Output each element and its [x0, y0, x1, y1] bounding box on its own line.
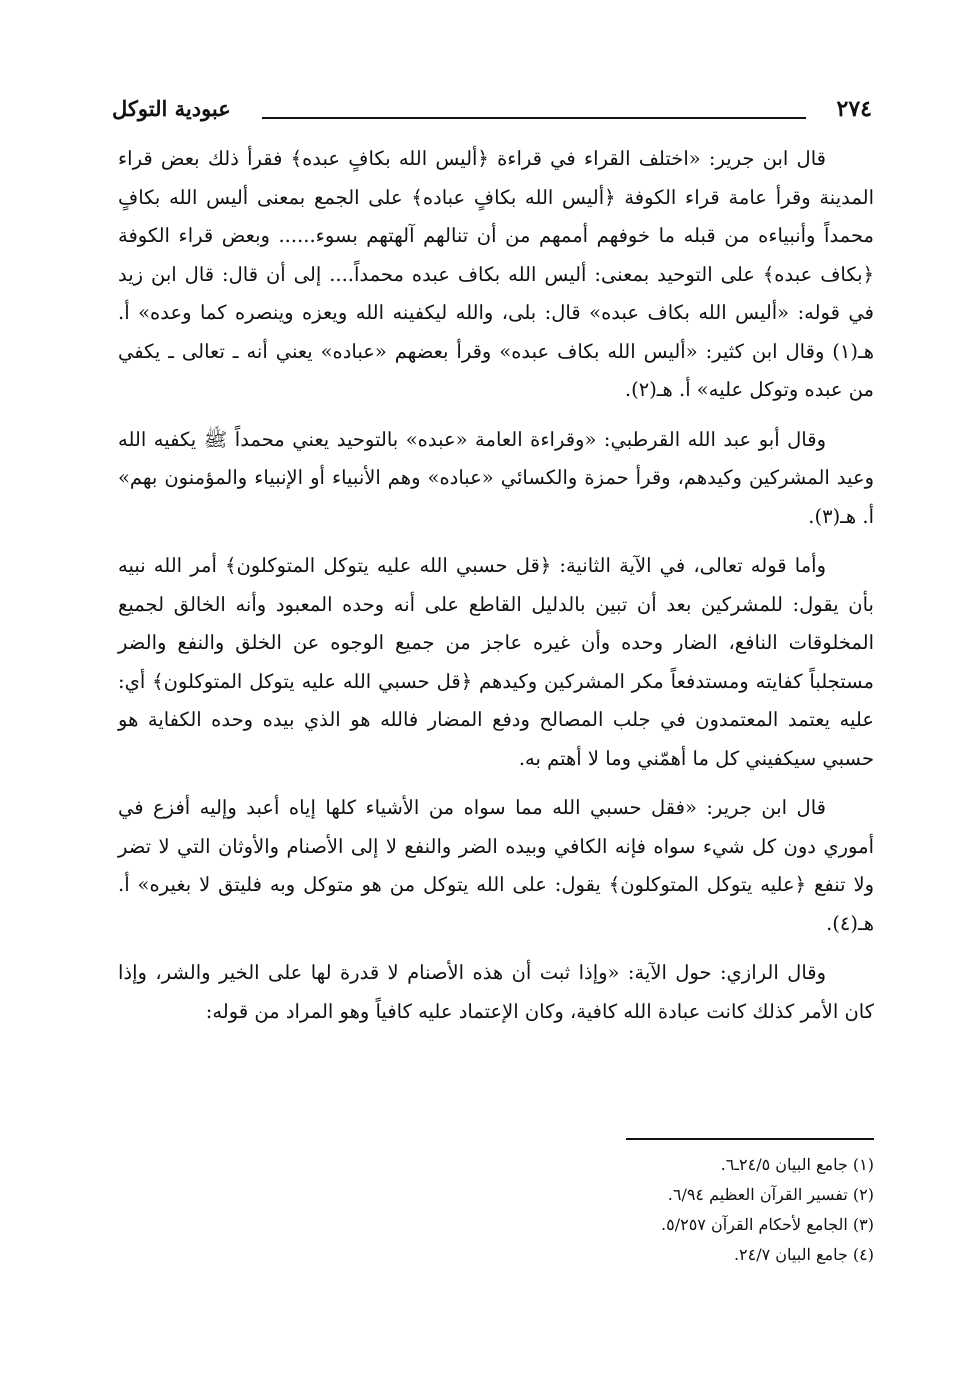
paragraph-ibn-jarir-2: قال ابن جرير: «فقل حسبي الله مما سواه من الأشياء كلها إياه أعبد وإليه أفزع في أموري دون كل شيء سواه فإنه الكافي وبيده الضر والنفع لا إلى الأصنام والأوثان التي لا تضر ولا تنفع ﴿عليه يتوكل المتوكلون﴾ يقول: على الله يتوكل من هو متوكل وبه فليتق لا بغيره» أ. هـ(٤). [118, 796, 874, 935]
footnote-separator [626, 1138, 874, 1140]
paragraph-qurtubi: وقال أبو عبد الله القرطبي: «وقراءة العامة «عبده» بالتوحيد يعني محمداً ﷺ يكفيه الله وعيد المشركين وكيدهم، وقرأ حمزة والكسائي «عباده» وهم الأنبياء أو الإنبياء والمؤمنون بهم» أ. هـ(٣). [118, 427, 874, 528]
paragraph-ibn-jarir-1: قال ابن جرير: «اختلف القراء في قراءة ﴿أليس الله بكافٍ عبده﴾ فقرأ ذلك بعض قراء المدينة وقرأ عامة قراء الكوفة ﴿أليس الله بكافٍ عباده﴾ على الجمع بمعنى أليس الله بكافٍ محمداً وأنبياءه من قبله ما خوفهم أممهم من أن تنالهم آلهتهم بسوء...... وبعض قراء الكوفة ﴿بكاف عبده﴾ على التوحيد بمعنى: أليس الله بكاف عبده محمداً.... إلى أن قال: قال ابن زيد في قوله: «أليس الله بكاف عبده» قال: بلى، والله ليكفينه الله ويعزه وينصره كما وعده» أ. هـ(١) وقال ابن كثير: «أليس الله بكاف عبده» وقرأ بعضهم «عباده» يعني أنه ـ تعالى ـ يكفي من عبده وتوكل عليه» أ. هـ(٢). [118, 147, 874, 401]
main-text [118, 140, 874, 1042]
footnote-3: (٣) الجامع لأحكام القرآن ٥/٢٥٧. [661, 1215, 874, 1234]
header-rule [262, 117, 806, 119]
paragraph-razi: وقال الرازي: حول الآية: «وإذا ثبت أن هذه الأصنام لا قدرة لها على الخير والشر، وإذا كان الأمر كذلك كانت عبادة الله كافية، وكان الإعتماد عليه كافياً وهو المراد من قوله: [118, 961, 874, 1023]
page-number: ٢٧٤ [836, 96, 872, 122]
footnote-2: (٢) تفسير القرآن العظيم ٦/٩٤. [667, 1185, 874, 1204]
running-title: عبودية التوكل [112, 96, 231, 121]
page-header [112, 96, 872, 132]
footnote-4: (٤) جامع البيان ٢٤/٧. [733, 1245, 874, 1264]
paragraph-second-verse: وأما قوله تعالى، في الآية الثانية: ﴿قل حسبي الله عليه يتوكل المتوكلون﴾ أمر الله نبيه بأن يقول: للمشركين بعد أن تبين بالدليل القاطع على أنه وحده المعبود وأنه الخالق لجميع المخلوقات النافع، الضار وحده وأن غيره عاجز من جميع الوجوه عن الخلق والنفع والضر مستجلباً كفايته ومستدفعاً مكر المشركين وكيدهم ﴿قل حسبي الله عليه يتوكل المتوكلون﴾ أي: عليه يعتمد المعتمدون في جلب المصالح ودفع المضار فالله هو الذي بيده وحده الكفاية هو حسبي سيكفيني كل ما أهمّني وما لا أهتم به. [118, 554, 874, 770]
footnotes [374, 1150, 874, 1270]
footnote-1: (١) جامع البيان ٢٤/٥ـ٦. [720, 1155, 874, 1174]
